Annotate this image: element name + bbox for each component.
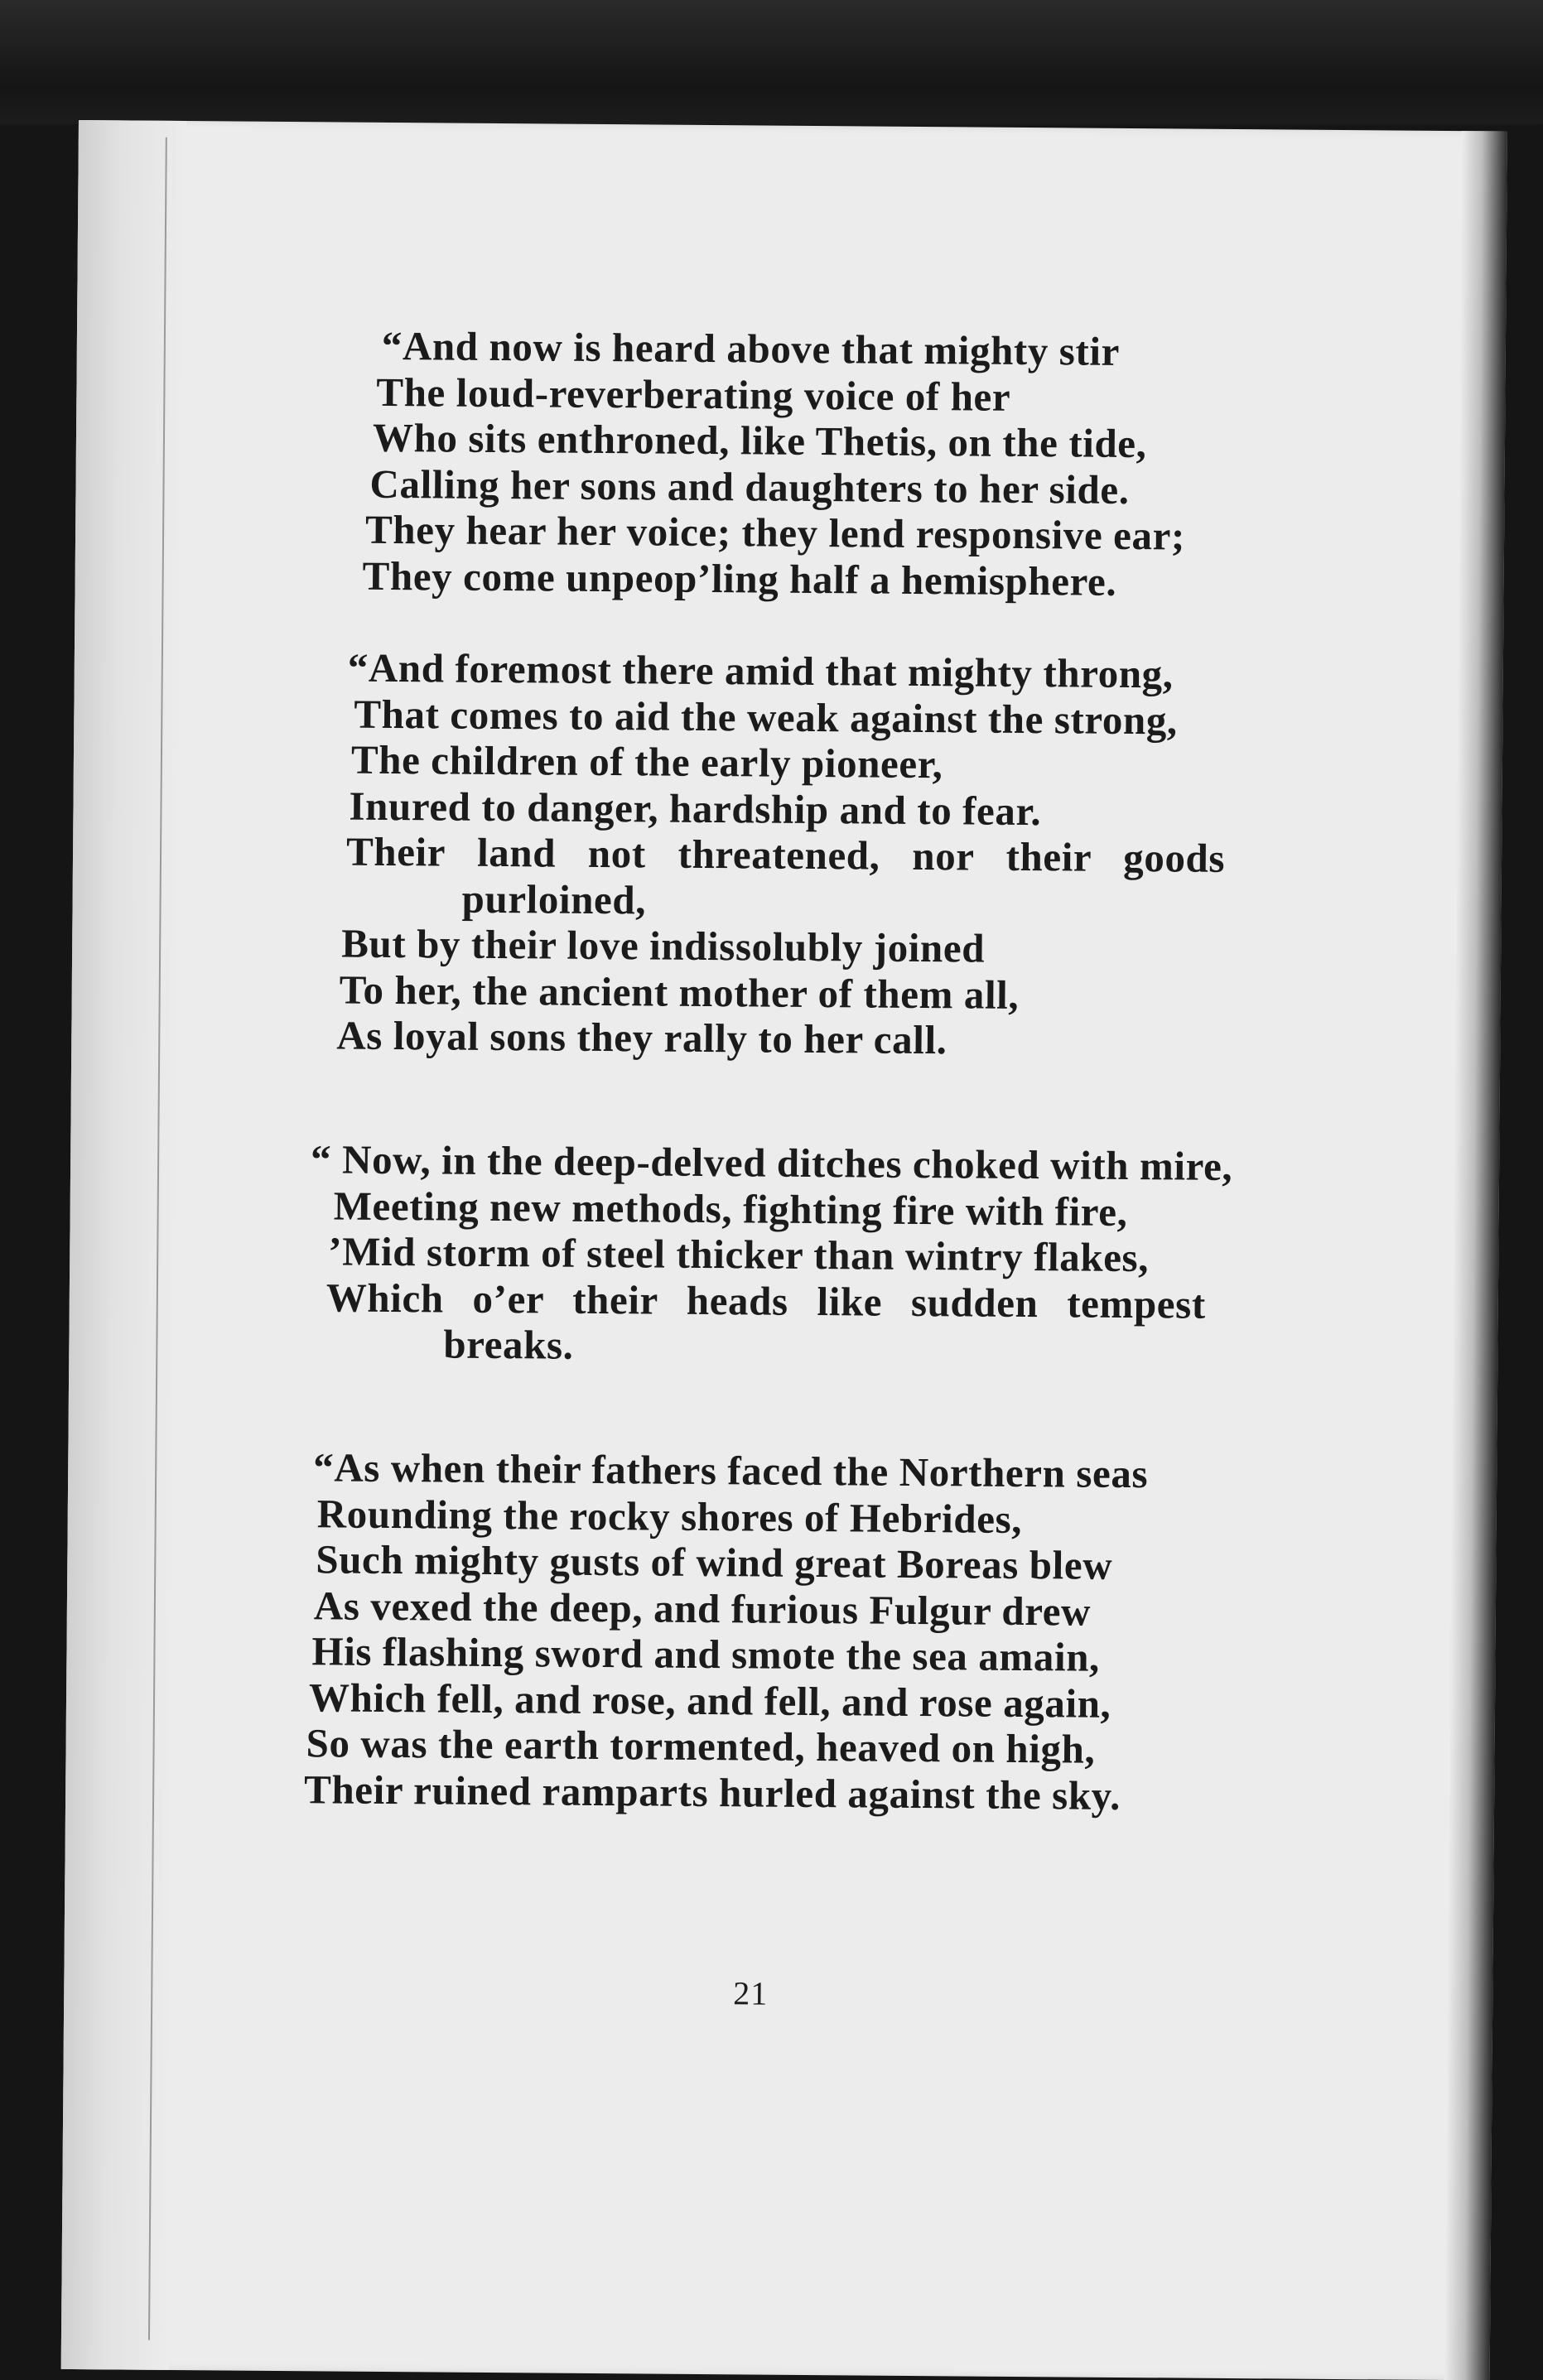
verse-line: Such mighty gusts of wind great Boreas blew [316, 1536, 1113, 1588]
verse-line: Their land not threatened, nor their goods [345, 828, 1226, 881]
verse-line: They hear her voice; they lend responsive ear; [364, 506, 1186, 559]
verse-line: Their ruined ramparts hurled against the sky. [303, 1766, 1121, 1819]
verse-line: The children of the early pioneer, [350, 736, 943, 788]
verse-line: To her, the ancient mother of them all, [339, 966, 1020, 1018]
verse-line: Meeting new methods, fighting fire with fire, [333, 1182, 1128, 1235]
book-page [61, 120, 1507, 2380]
verse-line: Which fell, and rose, and fell, and rose again, [308, 1674, 1111, 1727]
verse-line: Which o’er their heads like sudden tempest [325, 1274, 1206, 1327]
page-number: 21 [733, 1974, 769, 2012]
verse-line: That comes to aid the weak against the strong, [354, 691, 1179, 743]
verse-line: They come unpeop’ling half a hemisphere. [362, 552, 1117, 605]
verse-line: Rounding the rocky shores of Hebrides, [316, 1490, 1023, 1542]
verse-line: As loyal sons they rally to her call. [336, 1012, 947, 1063]
verse-line: So was the earth tormented, heaved on high, [306, 1720, 1096, 1772]
verse-line: “And foremost there amid that mighty throng, [347, 644, 1174, 697]
verse-line: Calling her sons and daughters to her side. [369, 460, 1130, 513]
stanza-4 [65, 1443, 1476, 1821]
stanza-1 [75, 320, 1485, 607]
verse-line: purloined, [461, 875, 647, 923]
verse-line: His flashing sword and smote the sea amain, [311, 1628, 1101, 1680]
verse-line: ’Mid storm of steel thicker than wintry flakes, [328, 1228, 1150, 1281]
verse-line: Inured to danger, hardship and to fear. [349, 783, 1042, 834]
stanza-3 [69, 1135, 1478, 1375]
verse-line: “And now is heard above that mighty stir [381, 322, 1121, 374]
stanza-2 [71, 643, 1483, 1067]
verse-line: “As when their fathers faced the Northern seas [313, 1444, 1149, 1497]
scan-background [0, 0, 1543, 124]
verse-line: breaks. [443, 1321, 574, 1368]
verse-line: “ Now, in the deep-delved ditches choked with mire, [310, 1136, 1233, 1189]
verse-line: As vexed the deep, and furious Fulgur drew [313, 1582, 1092, 1635]
verse-line: Who sits enthroned, like Thetis, on the tide, [372, 414, 1147, 467]
verse-line: But by their love indissolubly joined [340, 920, 986, 971]
verse-line: The loud-reverberating voice of her [376, 369, 1011, 420]
